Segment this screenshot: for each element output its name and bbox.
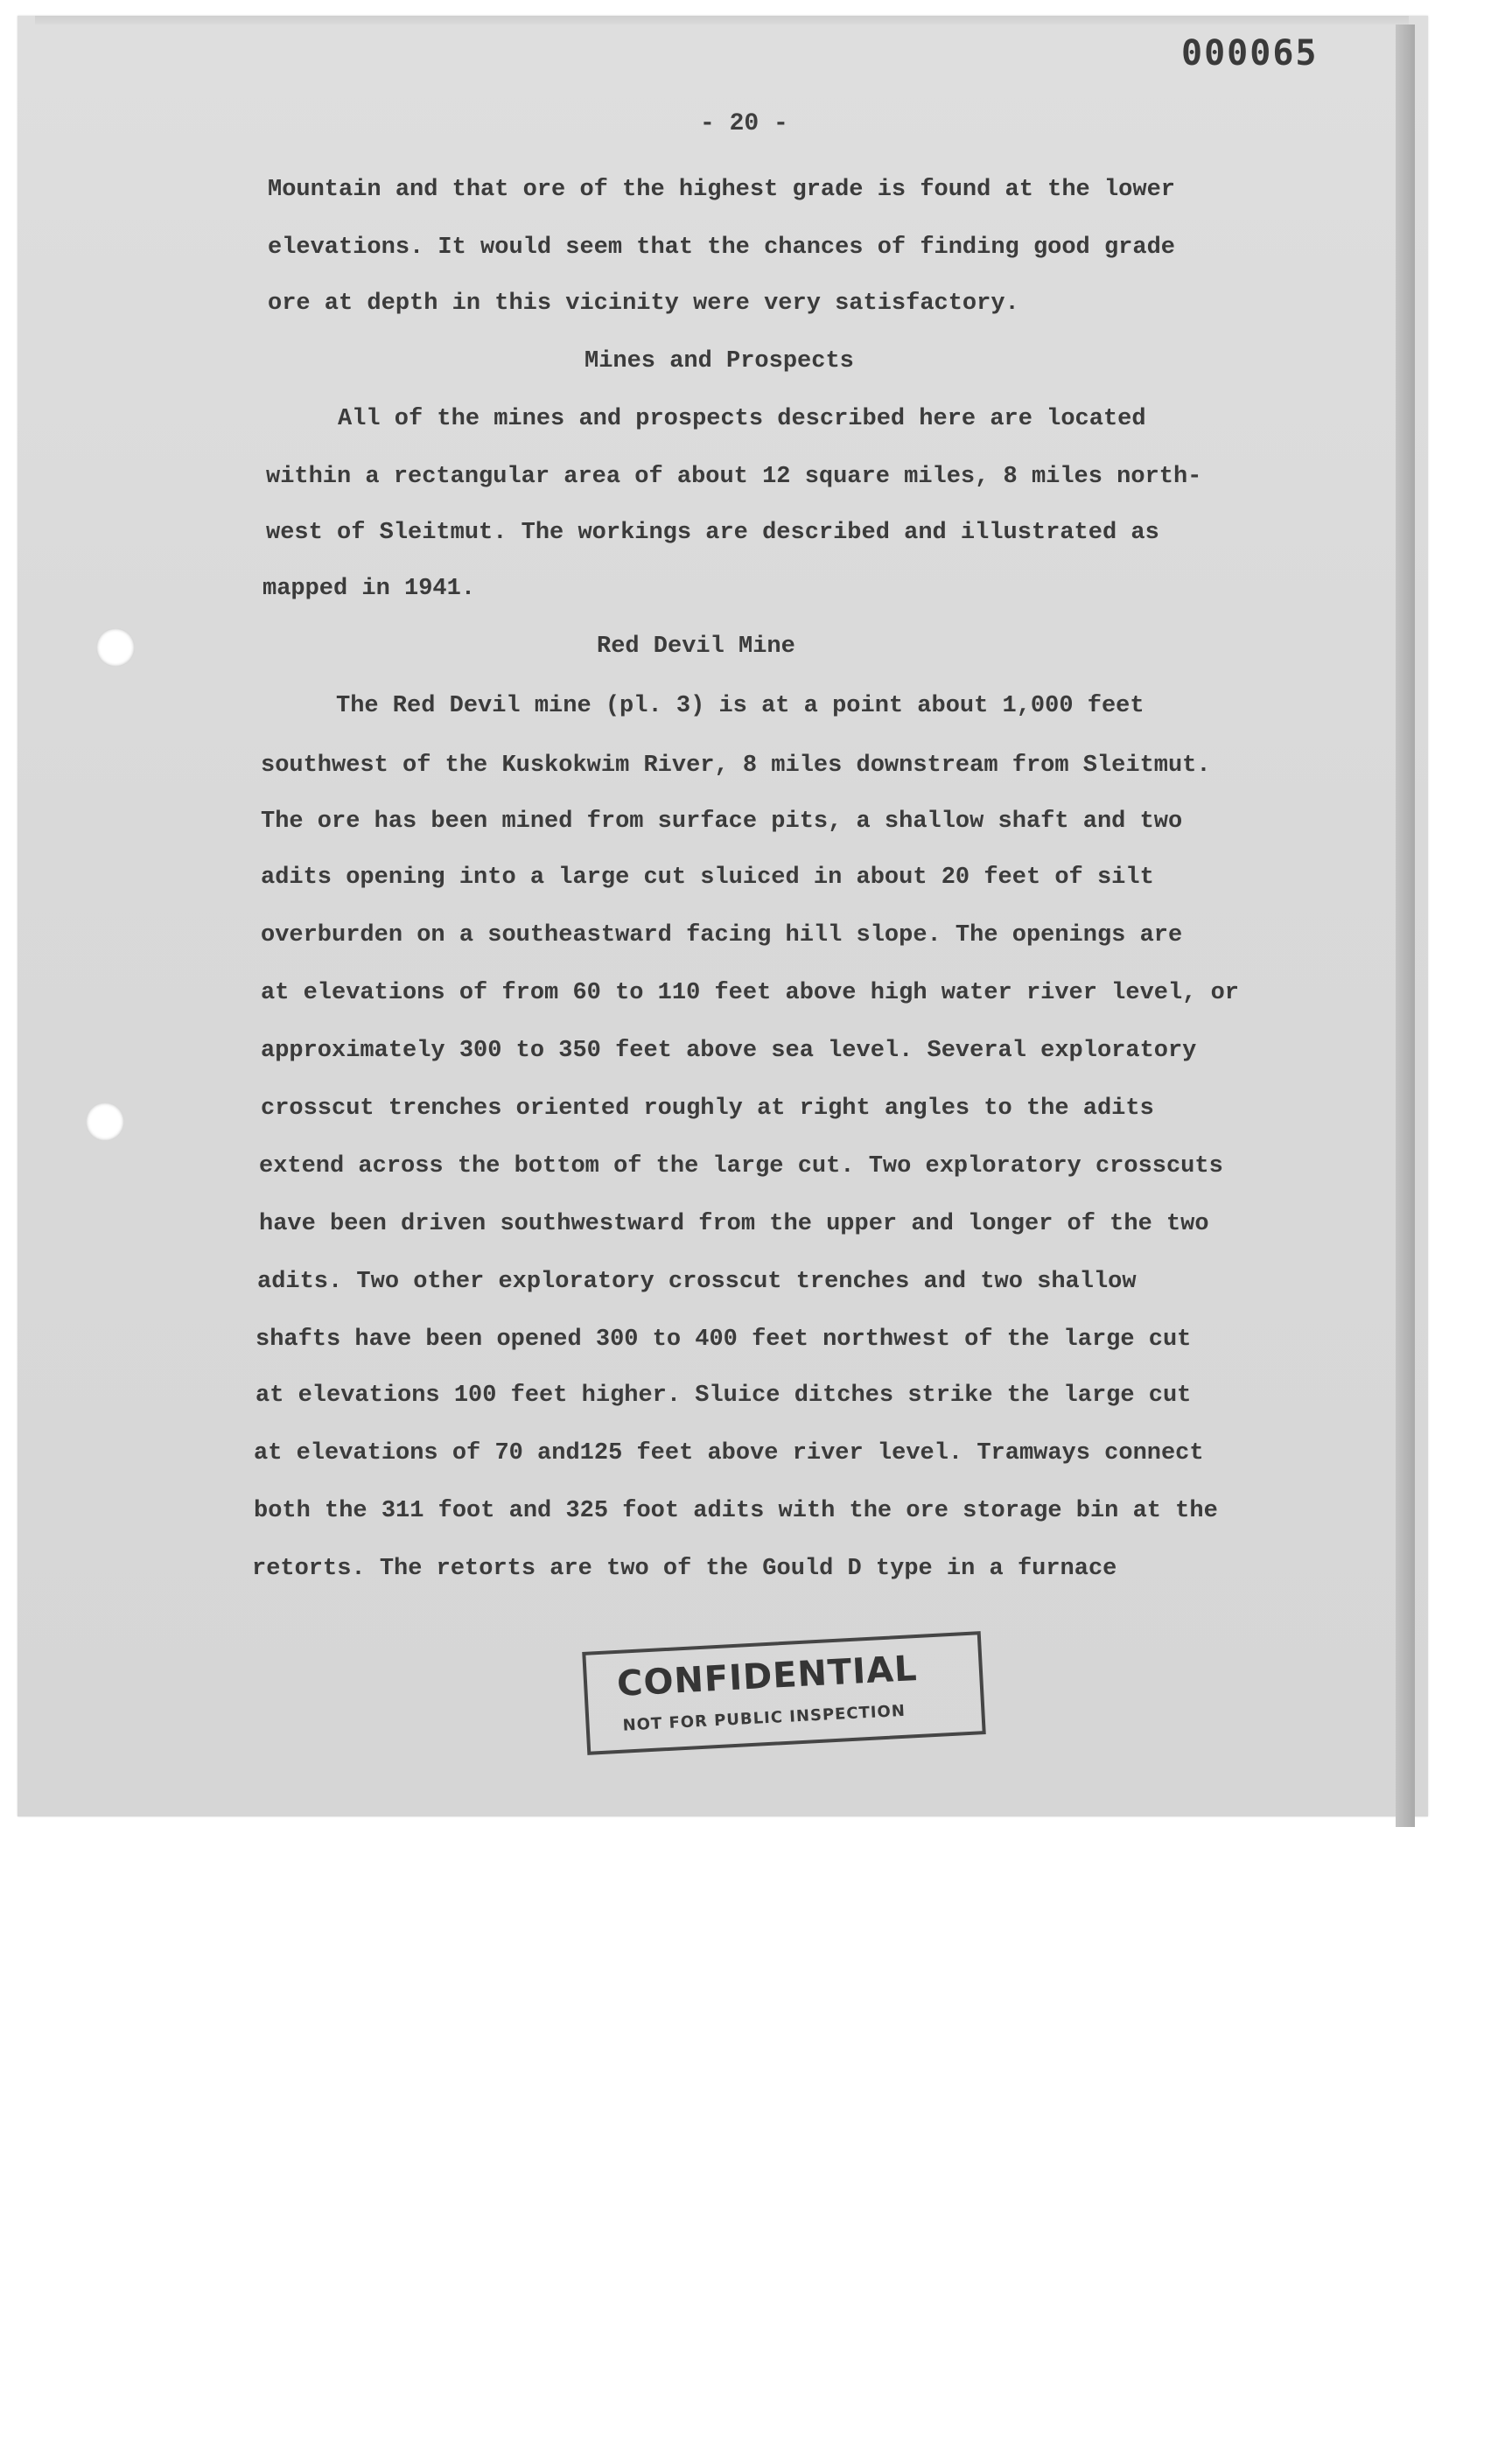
paper-top-edge <box>35 16 1409 24</box>
text-line: shafts have been opened 300 to 400 feet northwest of the large cut <box>256 1326 1192 1353</box>
punch-hole-bottom <box>86 1102 124 1141</box>
text-line: at elevations 100 feet higher. Sluice ditches strike the large cut <box>256 1382 1192 1409</box>
section-heading-red-devil: Red Devil Mine <box>597 634 795 660</box>
text-line: retorts. The retorts are two of the Gould D type in a furnace <box>252 1556 1117 1582</box>
text-line: mapped in 1941. <box>262 576 476 602</box>
text-line: within a rectangular area of about 12 square miles, 8 miles north- <box>266 464 1202 490</box>
paper-right-edge <box>1396 24 1415 1827</box>
section-heading-mines: Mines and Prospects <box>584 348 854 374</box>
text-line: at elevations of from 60 to 110 feet above high water river level, or <box>261 980 1239 1006</box>
text-line: at elevations of 70 and125 feet above river level. Tramways connect <box>254 1440 1204 1466</box>
text-line: extend across the bottom of the large cut. Two exploratory crosscuts <box>259 1153 1223 1180</box>
text-line: All of the mines and prospects described here are located <box>338 406 1146 432</box>
text-line: The ore has been mined from surface pits, a shallow shaft and two <box>261 808 1183 835</box>
text-line: overburden on a southeastward facing hill slope. The openings are <box>261 922 1183 948</box>
paper-sheet <box>18 16 1428 1816</box>
page-number: - 20 - <box>700 110 788 137</box>
text-line: elevations. It would seem that the chances of finding good grade <box>268 234 1175 261</box>
text-line: have been driven southwestward from the upper and longer of the two <box>259 1211 1209 1237</box>
text-line: The Red Devil mine (pl. 3) is at a point about 1,000 feet <box>336 693 1144 719</box>
text-line: west of Sleitmut. The workings are described and illustrated as <box>266 520 1159 546</box>
text-line: southwest of the Kuskokwim River, 8 miles downstream from Sleitmut. <box>261 752 1211 779</box>
text-line: both the 311 foot and 325 foot adits with the ore storage bin at the <box>254 1498 1218 1524</box>
text-line: approximately 300 to 350 feet above sea level. Several exploratory <box>261 1038 1197 1064</box>
text-line: ore at depth in this vicinity were very satisfactory. <box>268 290 1019 317</box>
text-line: crosscut trenches oriented roughly at right angles to the adits <box>261 1096 1154 1122</box>
punch-hole-top <box>96 628 135 667</box>
stamp-title: CONFIDENTIAL <box>616 1648 919 1704</box>
text-line: adits opening into a large cut sluiced in about 20 feet of silt <box>261 864 1154 891</box>
stamp-subtitle: NOT FOR PUBLIC INSPECTION <box>622 1701 906 1735</box>
confidential-stamp <box>582 1631 986 1755</box>
text-line: adits. Two other exploratory crosscut trenches and two shallow <box>257 1269 1137 1295</box>
document-number: 000065 <box>1181 33 1319 74</box>
text-line: Mountain and that ore of the highest grade is found at the lower <box>268 177 1175 203</box>
